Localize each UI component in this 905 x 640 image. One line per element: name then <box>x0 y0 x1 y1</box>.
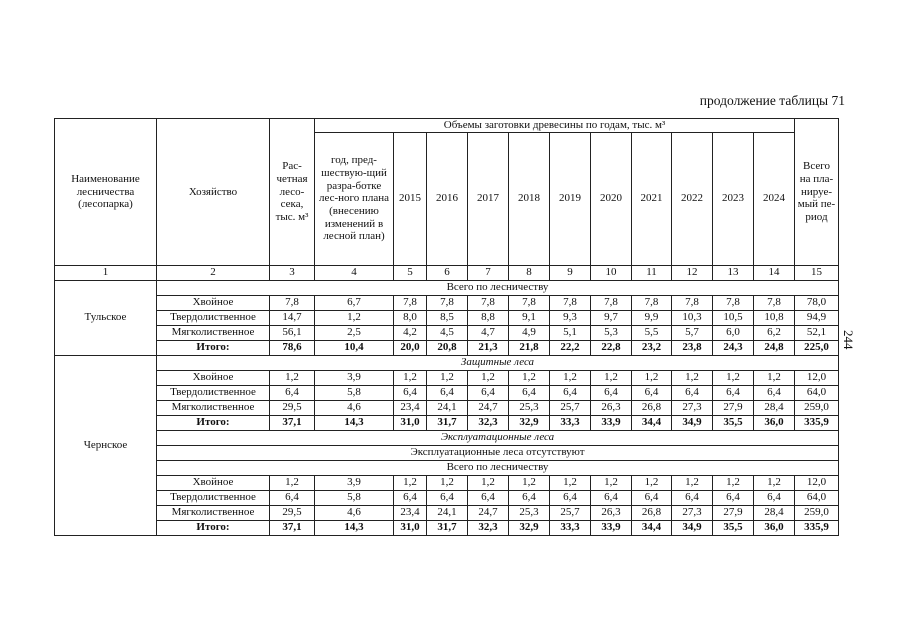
value-cell: 6,4 <box>672 490 713 505</box>
farm-type: Хвойное <box>157 370 270 385</box>
value-cell: 6,4 <box>591 385 632 400</box>
value-cell: 6,4 <box>427 385 468 400</box>
value-cell: 26,3 <box>591 505 632 520</box>
value-cell: 7,8 <box>468 295 509 310</box>
farm-type: Мягколиственное <box>157 325 270 340</box>
header-year: 2018 <box>509 132 550 265</box>
section-note: Эксплуатационные леса отсутствуют <box>157 445 839 460</box>
section-title: Всего по лесничеству <box>157 460 839 475</box>
value-cell: 27,9 <box>713 400 754 415</box>
farm-type: Твердолиственное <box>157 490 270 505</box>
column-number: 13 <box>713 265 754 280</box>
value-cell: 29,5 <box>270 505 315 520</box>
table-row <box>55 310 839 325</box>
value-cell: 22,8 <box>591 340 632 355</box>
value-cell: 33,9 <box>591 520 632 535</box>
column-number: 11 <box>632 265 672 280</box>
value-cell: 7,8 <box>394 295 427 310</box>
value-cell: 335,9 <box>795 415 839 430</box>
value-cell: 1,2 <box>550 370 591 385</box>
column-number: 6 <box>427 265 468 280</box>
value-cell: 1,2 <box>509 475 550 490</box>
value-cell: 6,4 <box>468 490 509 505</box>
value-cell: 24,8 <box>754 340 795 355</box>
section-title: Эксплуатационные леса <box>157 430 839 445</box>
value-cell: 1,2 <box>632 370 672 385</box>
value-cell: 8,0 <box>394 310 427 325</box>
value-cell: 1,2 <box>713 475 754 490</box>
value-cell: 28,4 <box>754 505 795 520</box>
column-number: 8 <box>509 265 550 280</box>
value-cell: 6,4 <box>270 385 315 400</box>
value-cell: 6,4 <box>713 490 754 505</box>
value-cell: 1,2 <box>509 370 550 385</box>
header-calculated-cut: Рас-четная лесо-сека, тыс. м³ <box>270 119 315 266</box>
value-cell: 14,3 <box>315 415 394 430</box>
value-cell: 4,5 <box>427 325 468 340</box>
table-row <box>55 325 839 340</box>
value-cell: 1,2 <box>468 370 509 385</box>
value-cell: 12,0 <box>795 370 839 385</box>
farm-type: Хвойное <box>157 295 270 310</box>
value-cell: 8,8 <box>468 310 509 325</box>
value-cell: 7,8 <box>632 295 672 310</box>
value-cell: 6,4 <box>427 490 468 505</box>
header-district-name: Наименование лесничества (лесопарка) <box>55 119 157 266</box>
farm-type: Хвойное <box>157 475 270 490</box>
farm-type: Твердолиственное <box>157 310 270 325</box>
header-year: 2022 <box>672 132 713 265</box>
value-cell: 33,3 <box>550 415 591 430</box>
district-name: Чернское <box>55 355 157 535</box>
column-number: 12 <box>672 265 713 280</box>
value-cell: 6,4 <box>713 385 754 400</box>
value-cell: 4,7 <box>468 325 509 340</box>
value-cell: 4,2 <box>394 325 427 340</box>
value-cell: 6,7 <box>315 295 394 310</box>
value-cell: 32,9 <box>509 415 550 430</box>
value-cell: 1,2 <box>270 370 315 385</box>
value-cell: 4,9 <box>509 325 550 340</box>
value-cell: 6,4 <box>468 385 509 400</box>
value-cell: 4,6 <box>315 505 394 520</box>
value-cell: 6,4 <box>509 490 550 505</box>
value-cell: 9,1 <box>509 310 550 325</box>
value-cell: 5,5 <box>632 325 672 340</box>
value-cell: 1,2 <box>672 475 713 490</box>
value-cell: 14,7 <box>270 310 315 325</box>
value-cell: 27,3 <box>672 505 713 520</box>
value-cell: 5,7 <box>672 325 713 340</box>
value-cell: 5,8 <box>315 385 394 400</box>
value-cell: 259,0 <box>795 400 839 415</box>
value-cell: 6,4 <box>754 490 795 505</box>
value-cell: 335,9 <box>795 520 839 535</box>
farm-type: Итого: <box>157 415 270 430</box>
value-cell: 94,9 <box>795 310 839 325</box>
value-cell: 22,2 <box>550 340 591 355</box>
value-cell: 6,4 <box>270 490 315 505</box>
value-cell: 27,9 <box>713 505 754 520</box>
value-cell: 52,1 <box>795 325 839 340</box>
value-cell: 10,5 <box>713 310 754 325</box>
header-year: 2019 <box>550 132 591 265</box>
header-total-period: Всего на пла-нируе-мый пе-риод <box>795 119 839 266</box>
value-cell: 6,4 <box>509 385 550 400</box>
column-number: 15 <box>795 265 839 280</box>
table-caption: продолжение таблицы 71 <box>699 93 845 108</box>
value-cell: 78,6 <box>270 340 315 355</box>
table-row <box>55 475 839 490</box>
farm-type: Мягколиственное <box>157 505 270 520</box>
value-cell: 1,2 <box>754 370 795 385</box>
value-cell: 23,4 <box>394 400 427 415</box>
farm-type: Итого: <box>157 340 270 355</box>
value-cell: 78,0 <box>795 295 839 310</box>
value-cell: 21,8 <box>509 340 550 355</box>
value-cell: 32,3 <box>468 415 509 430</box>
value-cell: 34,4 <box>632 520 672 535</box>
value-cell: 14,3 <box>315 520 394 535</box>
value-cell: 6,4 <box>632 490 672 505</box>
table-row <box>55 490 839 505</box>
value-cell: 37,1 <box>270 415 315 430</box>
table-row <box>55 505 839 520</box>
value-cell: 64,0 <box>795 490 839 505</box>
value-cell: 24,3 <box>713 340 754 355</box>
value-cell: 5,8 <box>315 490 394 505</box>
value-cell: 3,9 <box>315 370 394 385</box>
value-cell: 27,3 <box>672 400 713 415</box>
value-cell: 33,3 <box>550 520 591 535</box>
header-volumes-by-year: Объемы заготовки древесины по годам, тыс. м³ <box>315 119 795 133</box>
column-number: 3 <box>270 265 315 280</box>
value-cell: 1,2 <box>270 475 315 490</box>
value-cell: 36,0 <box>754 415 795 430</box>
value-cell: 29,5 <box>270 400 315 415</box>
value-cell: 1,2 <box>468 475 509 490</box>
value-cell: 9,3 <box>550 310 591 325</box>
value-cell: 6,4 <box>754 385 795 400</box>
value-cell: 6,4 <box>394 490 427 505</box>
value-cell: 34,4 <box>632 415 672 430</box>
header-year: 2024 <box>754 132 795 265</box>
value-cell: 24,1 <box>427 505 468 520</box>
farm-type: Твердолиственное <box>157 385 270 400</box>
section-title: Защитные леса <box>157 355 839 370</box>
value-cell: 7,8 <box>672 295 713 310</box>
header-previous-year: год, пред-шествую-щий разра-ботке лес-ного плана (внесению изменений в лесной план) <box>315 132 394 265</box>
value-cell: 4,6 <box>315 400 394 415</box>
value-cell: 7,8 <box>591 295 632 310</box>
value-cell: 8,5 <box>427 310 468 325</box>
value-cell: 7,8 <box>754 295 795 310</box>
header-farm: Хозяйство <box>157 119 270 266</box>
value-cell: 1,2 <box>632 475 672 490</box>
value-cell: 26,8 <box>632 400 672 415</box>
value-cell: 1,2 <box>427 475 468 490</box>
value-cell: 10,8 <box>754 310 795 325</box>
value-cell: 26,3 <box>591 400 632 415</box>
value-cell: 6,2 <box>754 325 795 340</box>
forest-harvest-table <box>54 118 839 536</box>
value-cell: 7,8 <box>509 295 550 310</box>
value-cell: 33,9 <box>591 415 632 430</box>
value-cell: 26,8 <box>632 505 672 520</box>
value-cell: 25,3 <box>509 505 550 520</box>
farm-type: Итого: <box>157 520 270 535</box>
value-cell: 7,8 <box>427 295 468 310</box>
value-cell: 32,9 <box>509 520 550 535</box>
column-number: 9 <box>550 265 591 280</box>
value-cell: 10,4 <box>315 340 394 355</box>
value-cell: 32,3 <box>468 520 509 535</box>
value-cell: 36,0 <box>754 520 795 535</box>
value-cell: 5,1 <box>550 325 591 340</box>
value-cell: 1,2 <box>550 475 591 490</box>
column-number: 1 <box>55 265 157 280</box>
value-cell: 9,9 <box>632 310 672 325</box>
value-cell: 2,5 <box>315 325 394 340</box>
value-cell: 10,3 <box>672 310 713 325</box>
value-cell: 1,2 <box>427 370 468 385</box>
value-cell: 5,3 <box>591 325 632 340</box>
value-cell: 1,2 <box>754 475 795 490</box>
value-cell: 20,8 <box>427 340 468 355</box>
column-number: 2 <box>157 265 270 280</box>
value-cell: 225,0 <box>795 340 839 355</box>
value-cell: 20,0 <box>394 340 427 355</box>
value-cell: 21,3 <box>468 340 509 355</box>
value-cell: 9,7 <box>591 310 632 325</box>
value-cell: 35,5 <box>713 520 754 535</box>
value-cell: 25,3 <box>509 400 550 415</box>
value-cell: 34,9 <box>672 415 713 430</box>
value-cell: 28,4 <box>754 400 795 415</box>
value-cell: 24,7 <box>468 505 509 520</box>
value-cell: 31,7 <box>427 520 468 535</box>
header-year: 2023 <box>713 132 754 265</box>
value-cell: 6,4 <box>672 385 713 400</box>
value-cell: 56,1 <box>270 325 315 340</box>
header-year: 2021 <box>632 132 672 265</box>
table-row <box>55 295 839 310</box>
value-cell: 259,0 <box>795 505 839 520</box>
table-row <box>55 385 839 400</box>
value-cell: 31,0 <box>394 520 427 535</box>
value-cell: 12,0 <box>795 475 839 490</box>
table-row <box>55 520 839 535</box>
value-cell: 7,8 <box>270 295 315 310</box>
value-cell: 25,7 <box>550 505 591 520</box>
value-cell: 7,8 <box>550 295 591 310</box>
value-cell: 6,4 <box>632 385 672 400</box>
value-cell: 31,0 <box>394 415 427 430</box>
page-number: 244 <box>841 330 856 350</box>
value-cell: 1,2 <box>591 475 632 490</box>
value-cell: 3,9 <box>315 475 394 490</box>
column-number: 10 <box>591 265 632 280</box>
value-cell: 1,2 <box>394 370 427 385</box>
table-row <box>55 415 839 430</box>
value-cell: 1,2 <box>713 370 754 385</box>
value-cell: 23,4 <box>394 505 427 520</box>
header-year: 2017 <box>468 132 509 265</box>
table-row <box>55 400 839 415</box>
value-cell: 1,2 <box>315 310 394 325</box>
farm-type: Мягколиственное <box>157 400 270 415</box>
value-cell: 64,0 <box>795 385 839 400</box>
column-number: 4 <box>315 265 394 280</box>
value-cell: 24,7 <box>468 400 509 415</box>
value-cell: 6,4 <box>394 385 427 400</box>
value-cell: 7,8 <box>713 295 754 310</box>
value-cell: 6,4 <box>550 490 591 505</box>
district-name: Тульское <box>55 280 157 355</box>
column-number: 5 <box>394 265 427 280</box>
value-cell: 1,2 <box>394 475 427 490</box>
value-cell: 34,9 <box>672 520 713 535</box>
value-cell: 23,2 <box>632 340 672 355</box>
value-cell: 25,7 <box>550 400 591 415</box>
value-cell: 6,4 <box>591 490 632 505</box>
header-year: 2015 <box>394 132 427 265</box>
column-number: 14 <box>754 265 795 280</box>
section-title: Всего по лесничеству <box>157 280 839 295</box>
value-cell: 23,8 <box>672 340 713 355</box>
value-cell: 1,2 <box>672 370 713 385</box>
value-cell: 31,7 <box>427 415 468 430</box>
value-cell: 35,5 <box>713 415 754 430</box>
value-cell: 37,1 <box>270 520 315 535</box>
value-cell: 24,1 <box>427 400 468 415</box>
header-year: 2016 <box>427 132 468 265</box>
table-row <box>55 340 839 355</box>
value-cell: 1,2 <box>591 370 632 385</box>
table-row <box>55 370 839 385</box>
value-cell: 6,4 <box>550 385 591 400</box>
header-year: 2020 <box>591 132 632 265</box>
value-cell: 6,0 <box>713 325 754 340</box>
column-number: 7 <box>468 265 509 280</box>
